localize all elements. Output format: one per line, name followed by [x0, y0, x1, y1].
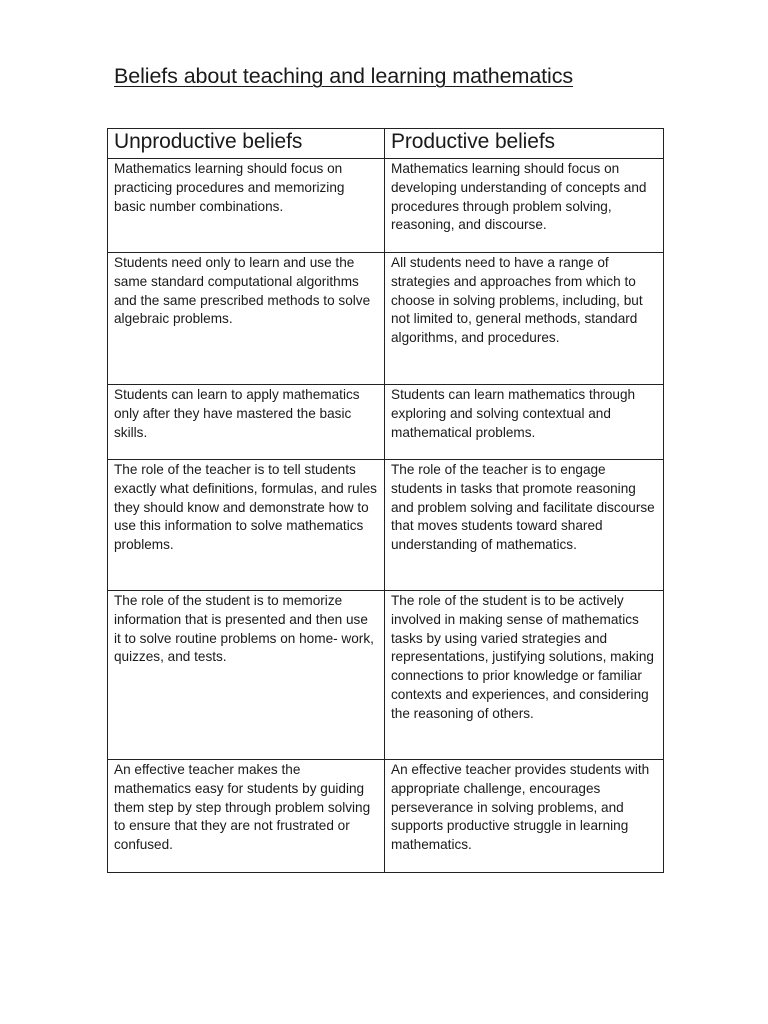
table-row — [108, 385, 664, 460]
unproductive-belief-cell: The role of the student is to memorize information that is presented and then use it to solve routine problems on home- work, quizzes, and tests. — [108, 591, 385, 760]
unproductive-belief-cell: Students need only to learn and use the same standard computational algorithms and the same prescribed methods to solve algebraic problems. — [108, 253, 385, 385]
page-title: Beliefs about teaching and learning mathematics — [114, 64, 574, 88]
table-header-row — [108, 129, 664, 159]
productive-belief-cell: All students need to have a range of strategies and approaches from which to choose in solving problems, including, but not limited to, general methods, standard algorithms, and procedures. — [385, 253, 664, 385]
productive-belief-cell: Students can learn mathematics through exploring and solving contextual and mathematical problems. — [385, 385, 664, 460]
unproductive-belief-cell: Students can learn to apply mathematics only after they have mastered the basic skills. — [108, 385, 385, 460]
table-row — [108, 460, 664, 591]
table-row — [108, 591, 664, 760]
table-row — [108, 760, 664, 873]
productive-belief-cell: The role of the teacher is to engage students in tasks that promote reasoning and problem solving and facilitate discourse that moves students toward shared understanding of mathematics. — [385, 460, 664, 591]
header-productive-beliefs: Productive beliefs — [385, 129, 664, 159]
productive-belief-cell: An effective teacher provides students with appropriate challenge, encourages perseverance in solving problems, and supports productive struggle in learning mathematics. — [385, 760, 664, 873]
unproductive-belief-cell: An effective teacher makes the mathematics easy for students by guiding them step by step through problem solving to ensure that they are not frustrated or confused. — [108, 760, 385, 873]
header-unproductive-beliefs: Unproductive beliefs — [108, 129, 385, 159]
table-row — [108, 159, 664, 253]
productive-belief-cell: The role of the student is to be actively involved in making sense of mathematics tasks by using varied strategies and representations, justifying solutions, making connections to prior knowledge or familiar contexts and experiences, and considering the reasoning of others. — [385, 591, 664, 760]
productive-belief-cell: Mathematics learning should focus on developing understanding of concepts and procedures through problem solving, reasoning, and discourse. — [385, 159, 664, 253]
table-row — [108, 253, 664, 385]
beliefs-table — [107, 128, 664, 873]
unproductive-belief-cell: Mathematics learning should focus on practicing procedures and memorizing basic number combinations. — [108, 159, 385, 253]
unproductive-belief-cell: The role of the teacher is to tell students exactly what definitions, formulas, and rules they should know and demonstrate how to use this information to solve mathematics problems. — [108, 460, 385, 591]
